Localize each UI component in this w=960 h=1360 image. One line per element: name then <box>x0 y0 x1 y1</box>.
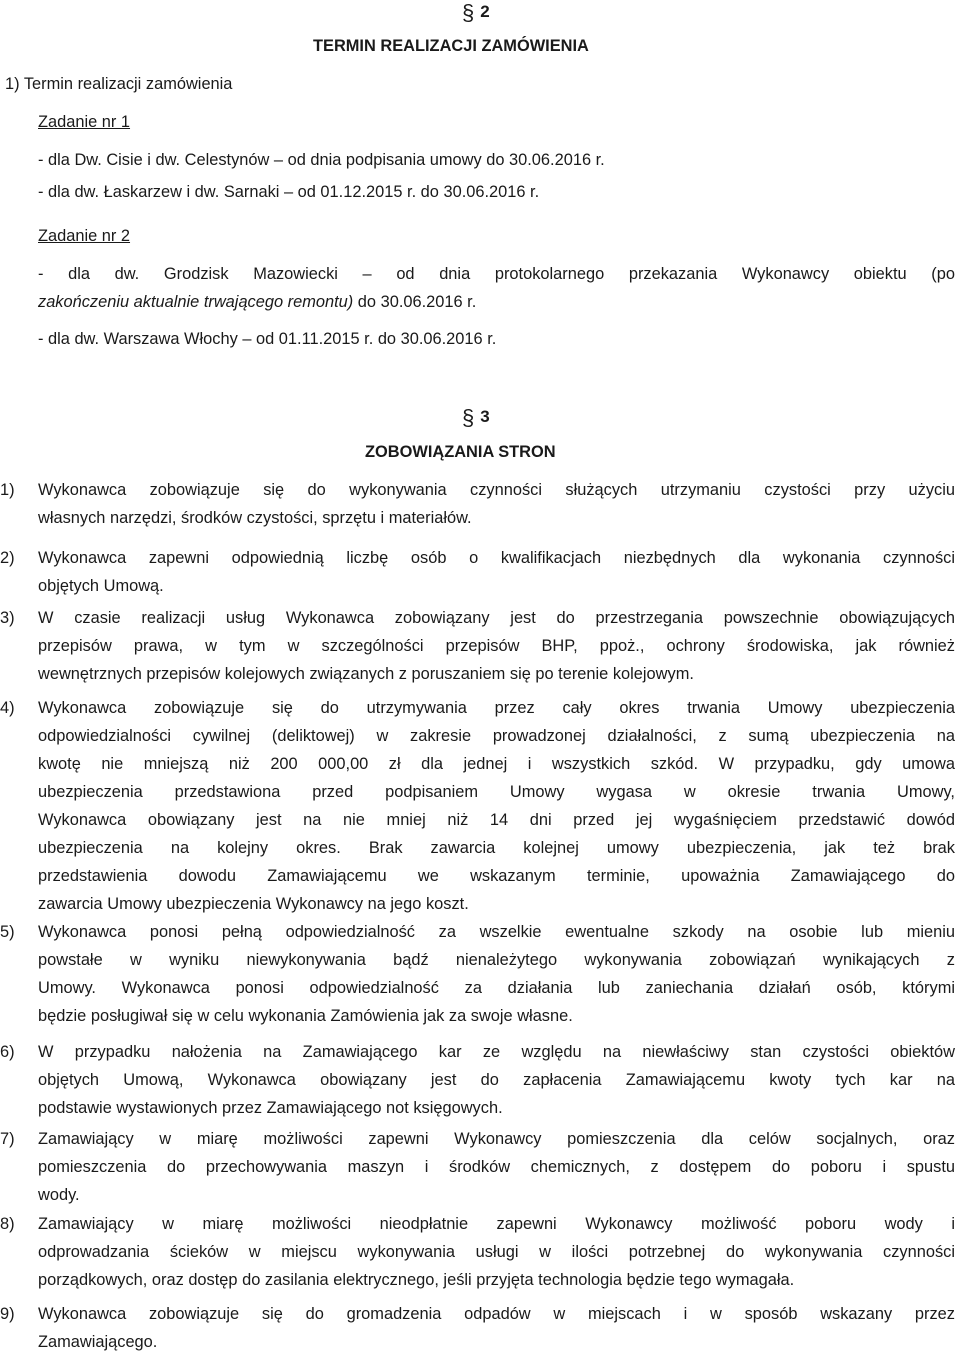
item-number: 2) <box>0 549 15 567</box>
item-text <box>38 918 955 1030</box>
item-text <box>38 1300 955 1356</box>
obligation-item <box>0 1210 955 1294</box>
item-number: 4) <box>0 699 15 717</box>
task-2-heading: Zadanie nr 2 <box>38 227 131 245</box>
task-1-line-1: - dla Dw. Cisie i dw. Celestynów – od dnia podpisania umowy do 30.06.2016 r. <box>38 151 605 169</box>
item-text-line: Zamawiającego. <box>38 1333 158 1351</box>
task-1-line-2: - dla dw. Łaskarzew i dw. Sarnaki – od 01.12.2015 r. do 30.06.2016 r. <box>38 183 540 201</box>
obligation-item <box>0 1125 955 1209</box>
task-2-line-1: - dla dw. Grodzisk Mazowiecki – od dnia protokolarnego przekazania Wykonawcy obiektu (po <box>38 265 955 283</box>
item-text <box>38 604 955 688</box>
item-text-line: W przypadku nałożenia na Zamawiającego kar ze względu na niewłaściwy stan czystości obiektów <box>38 1043 955 1061</box>
item-text-line: podstawie wystawionych przez Zamawiającego not księgowych. <box>38 1099 503 1117</box>
obligation-item <box>0 918 955 1030</box>
task-2-date: do 30.06.2016 r. <box>353 293 477 311</box>
item-text-line: odprowadzania ścieków w miejscu wykonywania usługi w ilości potrzebnej do wykonywania czynności <box>38 1243 955 1261</box>
item-number: 5) <box>0 923 15 941</box>
item-text <box>38 694 955 918</box>
item-number: 3) <box>0 609 15 627</box>
item-text-line: kwotę nie mniejszą niż 200 000,00 zł dla jednej i wszystkich szkód. W przypadku, gdy umowa <box>38 755 955 773</box>
item-number: 6) <box>0 1043 15 1061</box>
item-text <box>38 476 955 532</box>
item-text-line: przedstawienia dowodu Zamawiającemu we wskazanym terminie, upoważnia Zamawiającego do <box>38 867 955 885</box>
item-text-line: wewnętrznych przepisów kolejowych związanych z poruszaniem się po terenie kolejowym. <box>38 665 694 683</box>
item-text-line: Wykonawca ponosi pełną odpowiedzialność za wszelkie ewentualne szkody na osobie lub mieniu <box>38 923 955 941</box>
obligation-item <box>0 604 955 688</box>
paragraph-sign: § <box>462 405 475 430</box>
item-text-line: Wykonawca zobowiązuje się do wykonywania czynności służących utrzymaniu czystości przy użyciu <box>38 481 955 499</box>
section-2-title: TERMIN REALIZACJI ZAMÓWIENIA <box>313 37 589 55</box>
item-text-line: pomieszczenia do przechowywania maszyn i środków chemicznych, z dostępem do poboru i spustu <box>38 1158 955 1176</box>
section-number: 2 <box>480 2 490 21</box>
section-3-title: ZOBOWIĄZANIA STRON <box>365 443 556 461</box>
item-text-line: Wykonawca zapewni odpowiednią liczbę osób o kwalifikacjach niezbędnych dla wykonania czynności <box>38 549 955 567</box>
item-text-line: powstałe w wyniku niewykonywania bądź nienależytego wykonywania zobowiązań wynikających z <box>38 951 955 969</box>
item-text-line: ubezpieczenia na kolejny okres. Brak zawarcia kolejnej umowy ubezpieczenia, jak też brak <box>38 839 955 857</box>
obligation-item <box>0 1300 955 1356</box>
item-number: 9) <box>0 1305 15 1323</box>
section-number: 3 <box>480 407 490 426</box>
item-text-line: wody. <box>38 1186 80 1204</box>
item-text <box>38 544 955 600</box>
item-text-line: będzie posługiwał się w celu wykonania Zamówienia jak za swoje własne. <box>38 1007 573 1025</box>
item-text-line: W czasie realizacji usług Wykonawca zobowiązany jest do przestrzegania powszechnie obowiązujących <box>38 609 955 627</box>
item-text-line: własnych narzędzi, środków czystości, sprzętu i materiałów. <box>38 509 472 527</box>
section-3-mark <box>462 405 490 430</box>
item-text-line: Wykonawca zobowiązuje się do utrzymywania przez cały okres trwania Umowy ubezpieczenia <box>38 699 955 717</box>
item-text-line: ubezpieczenia przedstawiona przed podpisaniem Umowy wygasa w okresie trwania Umowy, <box>38 783 955 801</box>
obligation-item <box>0 694 955 918</box>
obligation-item <box>0 1038 955 1122</box>
item-text-line: objętych Umową, Wykonawca obowiązany jest do zapłacenia Zamawiającemu kwoty tych kar na <box>38 1071 955 1089</box>
section-2-mark <box>462 0 490 25</box>
item-text-line: Zamawiający w miarę możliwości zapewni Wykonawcy pomieszczenia dla celów socjalnych, oraz <box>38 1130 955 1148</box>
item-text <box>38 1038 955 1122</box>
paragraph-sign: § <box>462 0 475 25</box>
item-text-line: Wykonawca zobowiązuje się do gromadzenia odpadów w miejscach i w sposób wskazany przez <box>38 1305 955 1323</box>
obligation-item <box>0 544 955 600</box>
item-termin: 1) Termin realizacji zamówienia <box>5 75 233 93</box>
item-number: 8) <box>0 1215 15 1233</box>
item-number: 1) <box>0 481 15 499</box>
obligation-item <box>0 476 955 532</box>
task-2-italic: zakończeniu aktualnie trwającego remontu) <box>38 293 354 311</box>
item-text-line: Umowy. Wykonawca ponosi odpowiedzialność za działania lub zaniechania działań osób, którymi <box>38 979 955 997</box>
item-text <box>38 1210 955 1294</box>
item-text-line: Wykonawca obowiązany jest na nie mniej niż 14 dni przed jej wygaśnięciem przedstawić dowód <box>38 811 955 829</box>
item-text-line: Zamawiający w miarę możliwości nieodpłatnie zapewni Wykonawcy możliwość poboru wody i <box>38 1215 955 1233</box>
item-text-line: objętych Umową. <box>38 577 164 595</box>
item-text-line: porządkowych, oraz dostęp do zasilania elektrycznego, jeśli przyjęta technologia będzie tego wymagała. <box>38 1271 795 1289</box>
item-number: 7) <box>0 1130 15 1148</box>
item-text-line: zawarcia Umowy ubezpieczenia Wykonawcy na jego koszt. <box>38 895 469 913</box>
item-text <box>38 1125 955 1209</box>
task-2-line-2 <box>38 288 476 316</box>
task-2-line-3: - dla dw. Warszawa Włochy – od 01.11.2015 r. do 30.06.2016 r. <box>38 330 497 348</box>
item-text-line: odpowiedzialności cywilnej (deliktowej) w zakresie prowadzonej działalności, z sumą ubezpieczenia na <box>38 727 955 745</box>
item-text-line: przepisów prawa, w tym w szczególności przepisów BHP, ppoż., ochrony środowiska, jak również <box>38 637 955 655</box>
task-1-heading: Zadanie nr 1 <box>38 113 131 131</box>
